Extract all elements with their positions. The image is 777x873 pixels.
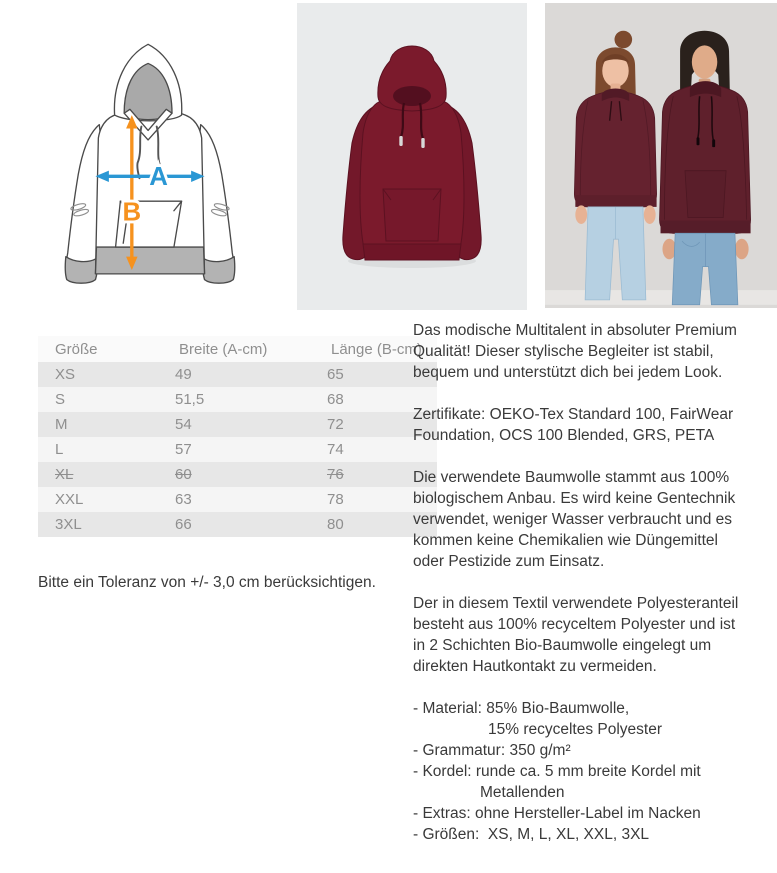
table-cell-size: 3XL [55, 516, 82, 533]
table-row [38, 462, 437, 487]
photo-pocket [383, 189, 441, 241]
spec-line: - Extras: ohne Hersteller-Label im Nacken [413, 805, 701, 822]
table-row [38, 487, 437, 512]
burgundy-hoodie-photo [297, 3, 527, 310]
table-cell-breite: 66 [175, 516, 192, 533]
table-cell-laenge: 80 [327, 516, 344, 533]
table-cell-size: S [55, 391, 66, 408]
table-cell-size: XS [55, 366, 76, 383]
photo-hem [363, 244, 461, 260]
arrow-a-label: A [149, 162, 168, 191]
spec-line: Metallenden [480, 784, 565, 801]
table-cell-laenge: 76 [327, 466, 344, 483]
table-cell-size: XXL [55, 491, 84, 508]
table-cell-breite: 57 [175, 441, 192, 458]
table-cell-breite: 63 [175, 491, 192, 508]
photo-hood-opening [393, 86, 431, 106]
table-cell-breite: 49 [175, 366, 192, 383]
description-paragraph: Das modische Multitalent in absoluter Premium Qualität! Dieser stylische Begleiter ist stabil, bequem und unterstützt dich bei jedem Look. [413, 322, 737, 381]
table-header-row [38, 336, 437, 362]
hem-band [95, 247, 204, 274]
spec-line: - Material: 85% Bio-Baumwolle, [413, 700, 630, 717]
spec-line: - Kordel: runde ca. 5 mm breite Kordel mit [413, 763, 701, 780]
description-paragraph: Der in diesem Textil verwendete Polyesteranteil besteht aus 100% recyceltem Polyester und ist in 2 Schichten Bio-Baumwolle eingelegt um direkten Hautkontakt zu vermeiden. [413, 595, 739, 675]
product-photo [297, 3, 527, 310]
column-header-breite: Breite (A-cm) [162, 336, 314, 362]
spec-line: - Größen: XS, M, L, XL, XXL, 3XL [413, 826, 650, 843]
table-cell-breite: 60 [175, 466, 192, 483]
table-cell-breite: 54 [175, 416, 192, 433]
table-cell-laenge: 78 [327, 491, 344, 508]
models-photo [545, 3, 777, 308]
table-cell-laenge: 72 [327, 416, 344, 433]
hoodie-line-drawing [40, 15, 260, 307]
table-row [38, 412, 437, 437]
column-header-groesse: Größe [38, 336, 162, 362]
column-header-laenge: Länge (B-cm) [314, 336, 437, 362]
table-row [38, 362, 437, 387]
size-table [38, 336, 437, 537]
table-cell-laenge: 68 [327, 391, 344, 408]
tolerance-note: Bitte ein Toleranz von +/- 3,0 cm berücksichtigen. [38, 574, 376, 591]
table-cell-size: M [55, 416, 68, 433]
table-cell-size: L [55, 441, 64, 458]
table-cell-size: XL [55, 466, 74, 483]
table-row [38, 387, 437, 412]
size-table-body [38, 362, 437, 537]
description-paragraph: Zertifikate: OEKO-Tex Standard 100, FairWear Foundation, OCS 100 Blended, GRS, PETA [413, 406, 734, 444]
table-cell-laenge: 74 [327, 441, 344, 458]
table-cell-laenge: 65 [327, 366, 344, 383]
table-row [38, 437, 437, 462]
models-photo-illustration [545, 3, 777, 308]
product-description [413, 320, 748, 845]
table-row [38, 512, 437, 537]
metal-aglet-right [421, 138, 424, 148]
size-diagram-image [40, 15, 260, 307]
spec-line: - Grammatur: 350 g/m² [413, 742, 571, 759]
description-paragraph: Die verwendete Baumwolle stammt aus 100% biologischem Anbau. Es wird keine Gentechnik verwendet, weniger Wasser verbraucht und es kommen keine Chemikalien wie Düngemittel oder Pestizide zum Einsatz. [413, 469, 736, 570]
spec-line: 15% recyceltes Polyester [488, 721, 663, 738]
arrow-b-label: B [122, 198, 142, 227]
metal-aglet-left [399, 136, 402, 146]
table-cell-breite: 51,5 [175, 391, 205, 408]
